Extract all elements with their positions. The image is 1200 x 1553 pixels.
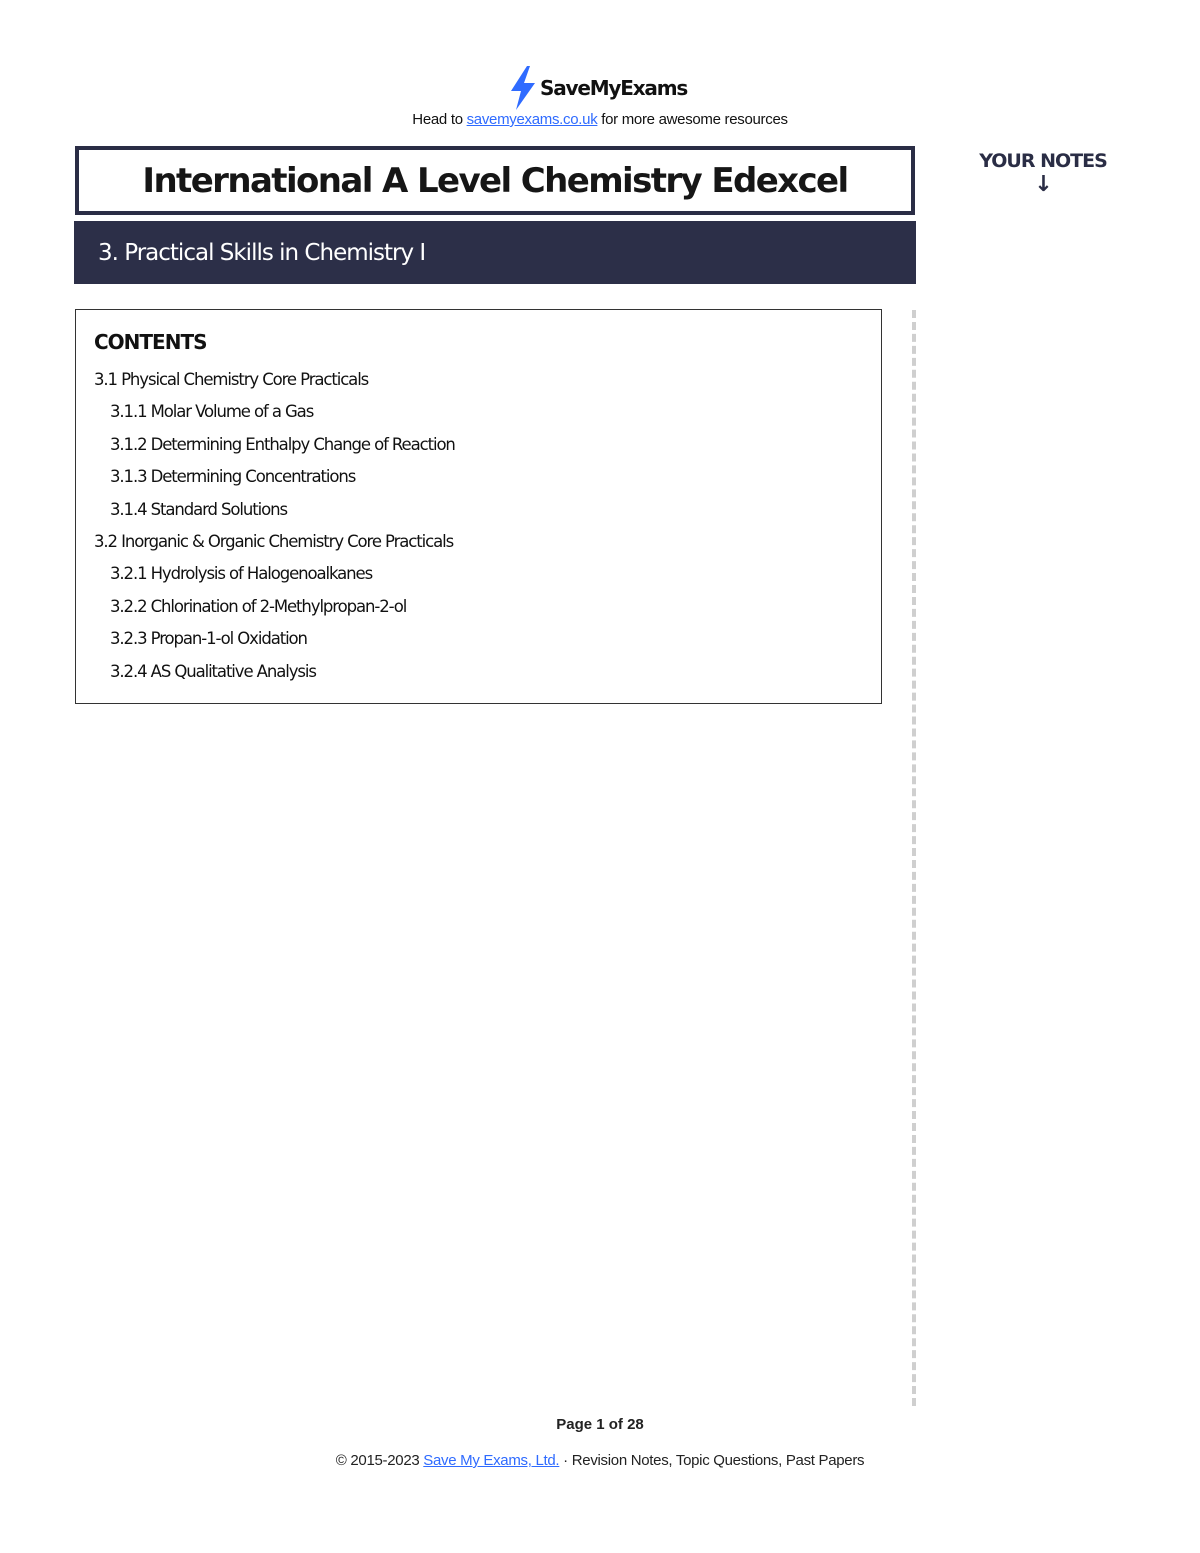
toc-item[interactable]: 3.1.2 Determining Enthalpy Change of Reaction [110,434,455,454]
document-title-box [75,146,915,215]
contents-box [75,309,882,704]
toc-item[interactable]: 3.2.4 AS Qualitative Analysis [110,661,316,681]
brand-logo[interactable] [508,66,708,110]
section-title-bar [74,221,916,284]
site-link[interactable]: savemyexams.co.uk [466,111,598,128]
toc-item[interactable]: 3.2 Inorganic & Organic Chemistry Core Practicals [94,531,454,551]
company-link[interactable]: Save My Exams, Ltd. [423,1452,560,1469]
your-notes-text: YOUR NOTES [979,150,1107,172]
tagline-suffix: for more awesome resources [597,111,788,128]
contents-list [94,366,455,690]
toc-item[interactable]: 3.1.4 Standard Solutions [110,499,287,519]
section-title: 3. Practical Skills in Chemistry I [98,239,426,266]
lightning-bolt-icon [508,66,538,110]
tagline-prefix: Head to [412,111,467,128]
footer [0,1452,1200,1469]
footer-tail: · Revision Notes, Topic Questions, Past Papers [559,1452,865,1469]
arrow-down-icon: ↓ [1034,172,1052,197]
toc-item[interactable]: 3.2.2 Chlorination of 2-Methylpropan-2-ol [110,596,407,616]
toc-item[interactable]: 3.1 Physical Chemistry Core Practicals [94,370,369,389]
toc-item[interactable]: 3.2.1 Hydrolysis of Halogenoalkanes [110,564,373,584]
header-tagline [0,111,1200,128]
contents-heading: CONTENTS [94,330,207,354]
notes-divider [912,310,916,1406]
page-number: Page 1 of 28 [556,1416,644,1433]
your-notes-label [962,148,1124,196]
toc-item[interactable]: 3.2.3 Propan-1-ol Oxidation [110,629,307,649]
logo-text: SaveMyExams [540,76,688,100]
toc-item[interactable]: 3.1.3 Determining Concentrations [110,467,356,487]
document-title: International A Level Chemistry Edexcel [142,160,848,201]
copyright-text: © 2015-2023 [335,1452,424,1469]
toc-item[interactable]: 3.1.1 Molar Volume of a Gas [110,402,314,422]
